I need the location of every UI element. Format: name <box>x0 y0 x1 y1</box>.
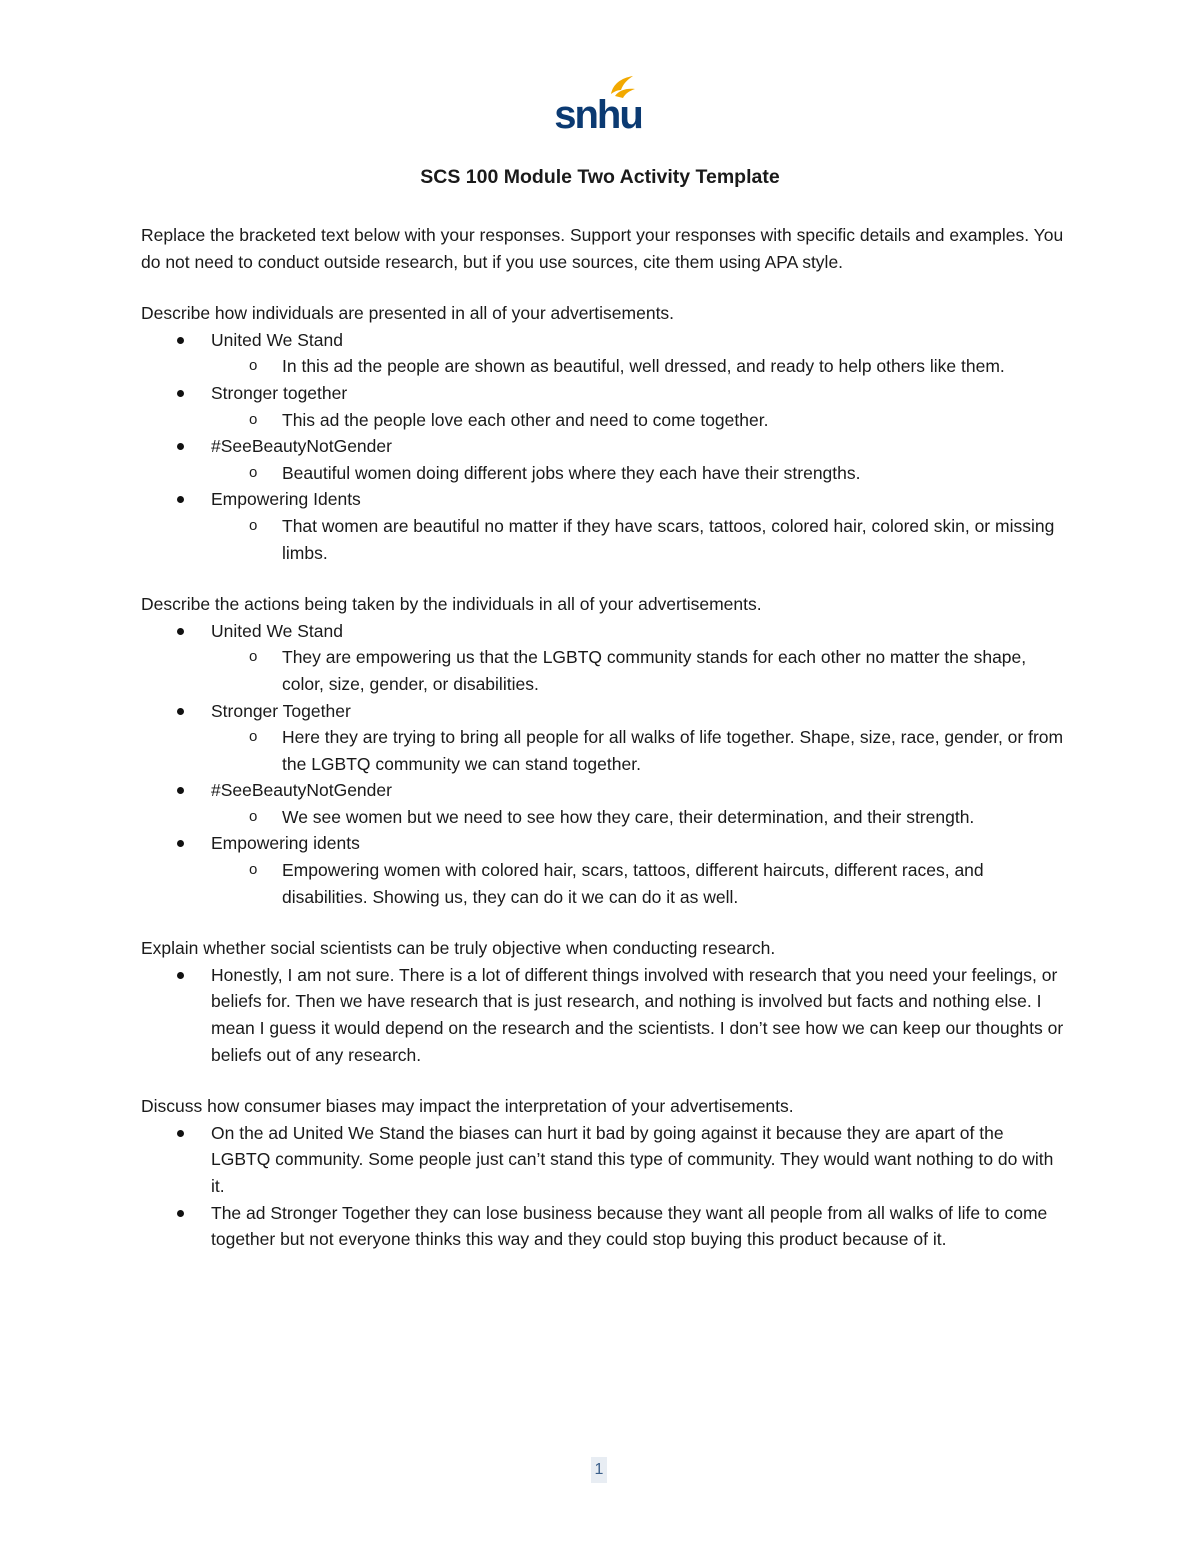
section-actions <box>141 591 1066 910</box>
instructions-paragraph: Replace the bracketed text below with your responses. Support your responses with specific details and examples. You do not need to conduct outside research, but if you use sources, cite them using APA style. <box>141 225 1064 272</box>
section-question: Discuss how consumer biases may impact the interpretation of your advertisements. <box>141 1096 794 1117</box>
snhu-logo-graphic <box>553 72 643 134</box>
list-subitem: o This ad the people love each other and need to come together. <box>141 407 1066 434</box>
section-presentation <box>141 300 1066 566</box>
document-body <box>141 222 1066 1253</box>
list-item: United We Stand <box>141 618 1066 645</box>
list-subitem: o In this ad the people are shown as beautiful, well dressed, and ready to help others like them. <box>141 353 1066 380</box>
document-title: SCS 100 Module Two Activity Template <box>420 166 780 188</box>
list-subitem: o Beautiful women doing different jobs where they each have their strengths. <box>141 460 1066 487</box>
list-item: #SeeBeautyNotGender <box>141 777 1066 804</box>
list-item: Honestly, I am not sure. There is a lot of different things involved with research that you need your feelings, or beliefs for. Then we have research that is just research, and nothing is involved but facts and nothing else. I mean I guess it would depend on the research and the scientists. I don’t see how we can keep our thoughts or beliefs out of any research. <box>141 962 1066 1068</box>
list-subitem: o We see women but we need to see how they care, their determination, and their strength. <box>141 804 1066 831</box>
list-subitem: o Here they are trying to bring all people for all walks of life together. Shape, size, race, gender, or from the LGBTQ community we can stand together. <box>141 724 1066 777</box>
list-item: Empowering idents <box>141 830 1066 857</box>
section-objectivity <box>141 935 1066 1068</box>
section-question: Describe the actions being taken by the individuals in all of your advertisements. <box>141 594 762 615</box>
list-subitem: o Empowering women with colored hair, scars, tattoos, different haircuts, different races, and disabilities. Showing us, they can do it we can do it as well. <box>141 857 1066 910</box>
list-item: On the ad United We Stand the biases can hurt it bad by going against it because they are apart of the LGBTQ community. Some people just can’t stand this type of community. They would want nothing to do with it. <box>141 1120 1066 1200</box>
section-consumer-biases <box>141 1093 1066 1253</box>
response-list <box>141 327 1066 566</box>
section-question: Describe how individuals are presented in all of your advertisements. <box>141 303 675 324</box>
list-item: United We Stand <box>141 327 1066 354</box>
snhu-logo <box>553 72 643 134</box>
list-item: Stronger together <box>141 380 1066 407</box>
response-list <box>141 1120 1066 1253</box>
list-item: The ad Stronger Together they can lose business because they want all people from all walks of life to come together but not everyone thinks this way and they could stop buying this product because of it. <box>141 1200 1066 1253</box>
page-number: 1 <box>591 1457 607 1483</box>
response-list <box>141 618 1066 911</box>
list-subitem: o They are empowering us that the LGBTQ community stands for each other no matter the shape, color, size, gender, or disabilities. <box>141 644 1066 697</box>
response-list <box>141 962 1066 1068</box>
svg-text:snhu: snhu <box>554 93 642 134</box>
section-question: Explain whether social scientists can be truly objective when conducting research. <box>141 938 776 959</box>
list-subitem: o That women are beautiful no matter if they have scars, tattoos, colored hair, colored skin, or missing limbs. <box>141 513 1066 566</box>
list-item: Empowering Idents <box>141 486 1066 513</box>
list-item: Stronger Together <box>141 698 1066 725</box>
list-item: #SeeBeautyNotGender <box>141 433 1066 460</box>
